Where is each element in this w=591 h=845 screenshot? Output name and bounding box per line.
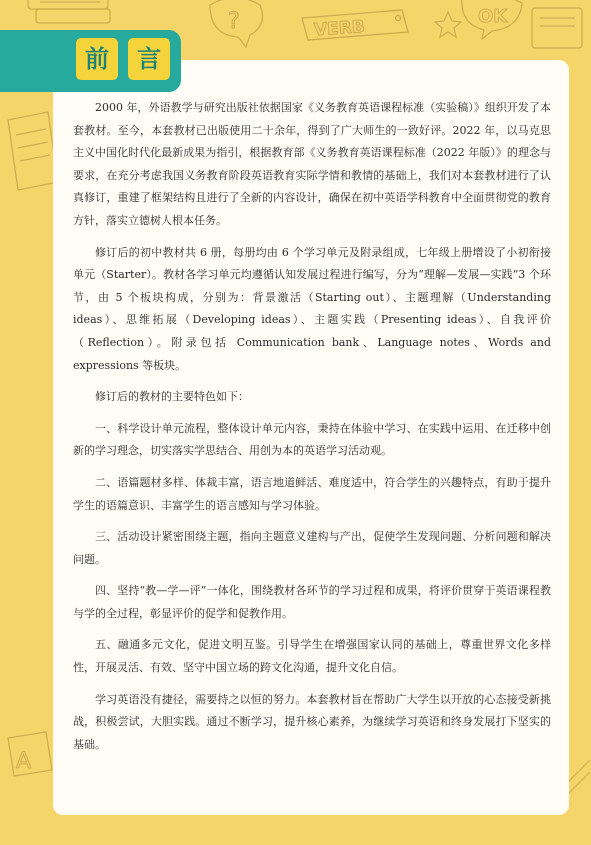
- star-doodle: [435, 12, 461, 37]
- title-char-box: [128, 38, 170, 80]
- ok-doodle-text: OK: [478, 6, 508, 27]
- paragraph-feature-4: 四、坚持“教—学—评”一体化，围绕教材各环节的学习过程和成果，将评价贯穿于英语课程教与学的全过程，彰显评价的促学和促教作用。: [73, 584, 551, 620]
- verb-tag-text: VERB: [313, 16, 366, 41]
- paragraph-structure: 修订后的初中教材共 6 册，每册均由 6 个学习单元及附录组成，七年级上册增设了小初衔接单元（Starter）。教材各学习单元均遵循认知发展过程进行编写，分为“理解—发展—实践”3 个环节，由 5 个板块构成，分别为：背景激活（Starting out）、主题理解（Understanding ideas）、思维拓展（Developing ideas）、主题实践（Presenting ideas）、自我评价（Reflection）。附录包括 Communication bank、Language notes、Words and expressions 等板块。: [73, 245, 551, 372]
- question-bubble-doodle: [210, 0, 262, 47]
- letter-block-doodle: [8, 732, 52, 776]
- verb-tag-doodle: [302, 10, 408, 40]
- question-mark-doodle: ?: [228, 9, 240, 34]
- paragraph-feature-1: 一、科学设计单元流程，整体设计单元内容，秉持在体验中学习、在实践中运用、在迁移中创新的学习理念，切实落实学思结合、用创为本的英语学习活动观。: [73, 421, 551, 458]
- paragraph-closing: 学习英语没有捷径，需要持之以恒的努力。本套教材旨在帮助广大学生以开放的心态接受新挑战，积极尝试，大胆实践。通过不断学习，提升核心素养，为继续学习英语和终身发展打下坚实的基础。: [73, 692, 551, 751]
- preface-body: [73, 97, 551, 765]
- paragraph-feature-2: 二、语篇题材多样、体裁丰富，语言地道鲜活、难度适中，符合学生的兴趣特点，有助于提升学生的语篇意识、丰富学生的语言感知与学习体验。: [73, 475, 551, 512]
- notebook-doodle: [532, 8, 582, 48]
- title-char-2: 言: [137, 45, 161, 73]
- letter-a-doodle: A: [16, 749, 32, 774]
- title-char-box: [76, 38, 118, 80]
- notepad-doodle: [8, 112, 58, 190]
- paragraph-feature-5: 五、融通多元文化，促进文明互鉴。引导学生在增强国家认同的基础上，尊重世界文化多样性，开展灵活、有效、坚守中国立场的跨文化沟通，提升文化自信。: [73, 638, 551, 675]
- paragraph-features-lead: 修订后的教材的主要特色如下：: [95, 390, 249, 404]
- paragraph-intro: 2000 年，外语教学与研究出版社依据国家《义务教育英语课程标准（实验稿）》组织开发了本套教材。至今，本套教材已出版使用二十余年，得到了广大师生的一致好评。2022 年，以马克思主义中国化时代化最新成果为指引，根据教育部《义务教育英语课程标准（2022 年版）》的理念与要求，在充分考虑我国义务教育阶段英语教育实际学情和教情的基础上，我们对本套教材进行了认真修订，重建了框架结构且进行了全新的内容设计，确保在初中英语学科教育中全面贯彻党的教育方针，落实立德树人根本任务。: [73, 101, 551, 227]
- paragraph-feature-3: 三、活动设计紧密围绕主题，指向主题意义建构与产出，促使学生发现问题、分析问题和解决问题。: [73, 530, 551, 566]
- ok-bubble-doodle: [462, 0, 522, 39]
- title-char-1: 前: [85, 45, 109, 73]
- books-doodle: [28, 0, 110, 23]
